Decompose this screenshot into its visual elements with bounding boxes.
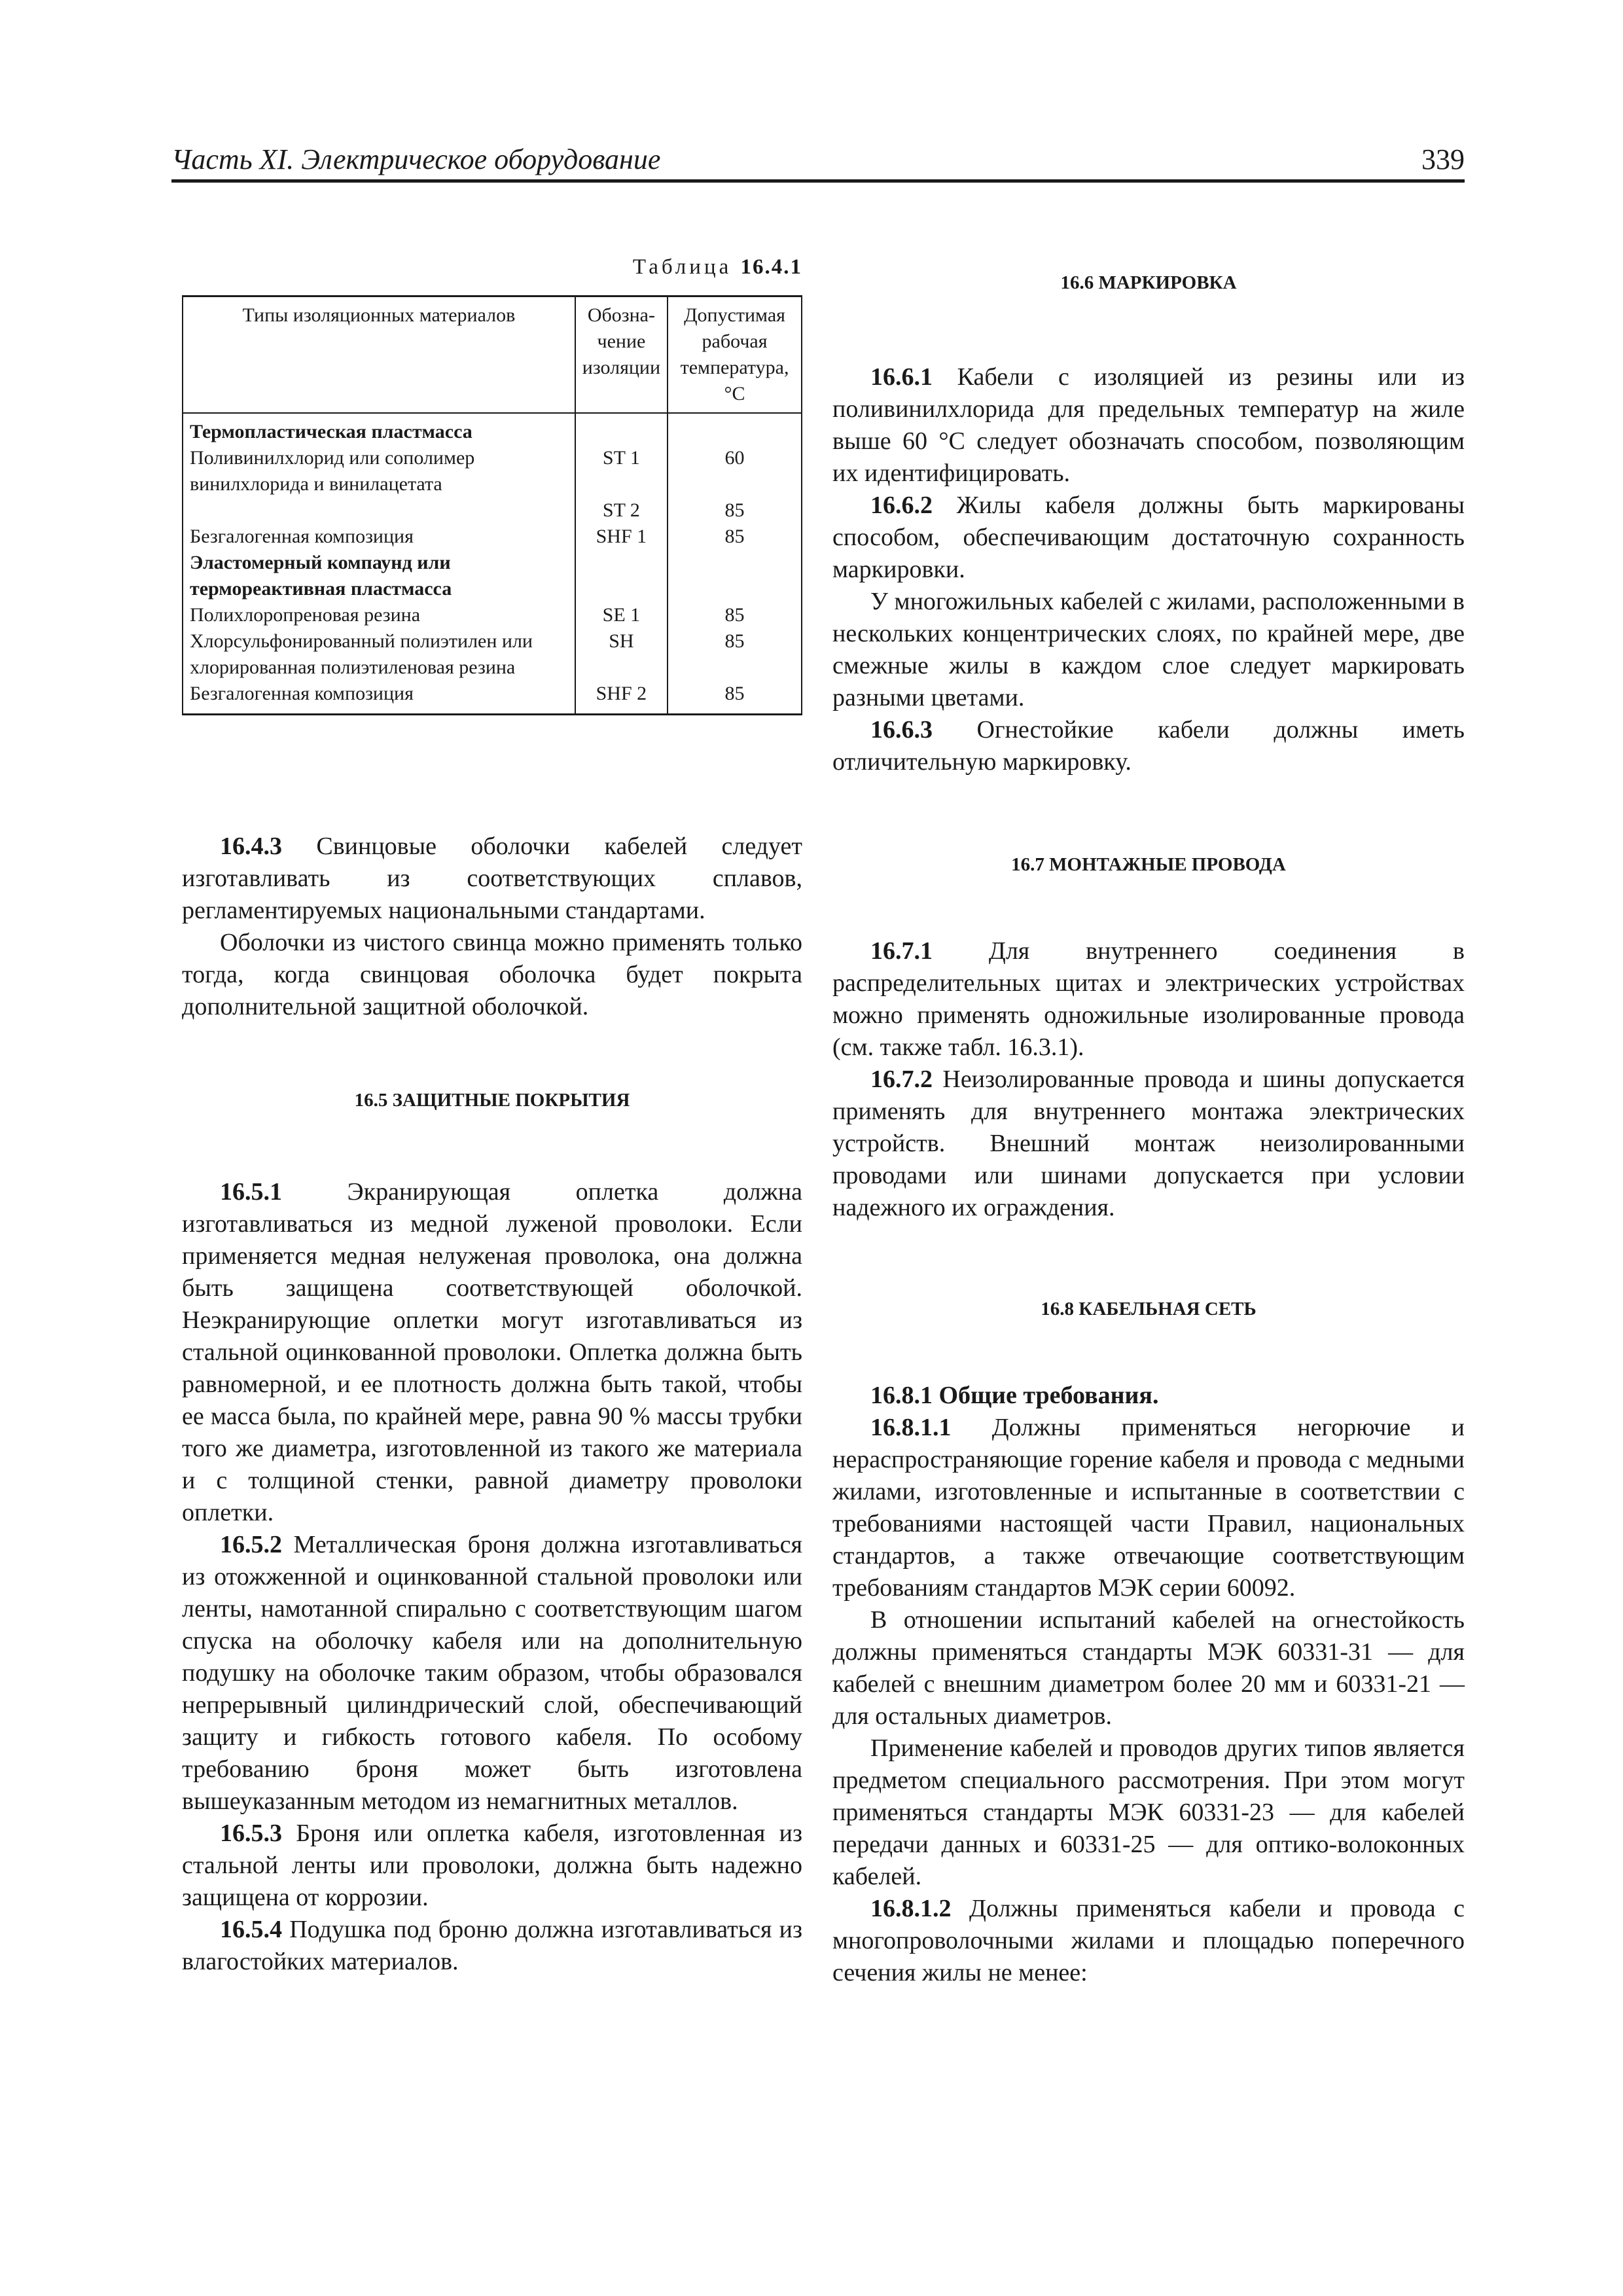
table-cell	[575, 550, 668, 602]
table-row	[183, 445, 802, 497]
table-caption-number: 16.4.1	[740, 255, 802, 279]
table-cell: Полихлоропреновая резина	[183, 602, 575, 628]
table-cell: 85	[668, 497, 802, 524]
table-group-heading: Термопластическая пластмасса	[183, 413, 575, 445]
clause-number: 16.6.3	[870, 716, 933, 744]
table-row	[183, 602, 802, 628]
clause-text: Должны применяться кабели и провода с многопроволочными жилами и площадью поперечного сечения жилы не менее:	[832, 1895, 1465, 1986]
table-cell: SH	[575, 628, 668, 681]
table-cell	[668, 550, 802, 602]
table-row	[183, 497, 802, 524]
page-header	[171, 143, 1465, 181]
paragraph-16-6-3	[832, 714, 1465, 778]
table-cell: 85	[668, 628, 802, 681]
table-cell: ST 1	[575, 445, 668, 497]
paragraph-16-6-1	[832, 361, 1465, 490]
table-cell: SHF 1	[575, 524, 668, 550]
table-cell: 60	[668, 445, 802, 497]
heading-16-7: 16.7 МОНТАЖНЫЕ ПРОВОДА	[1011, 854, 1286, 875]
clause-text: Неизолированные провода и шины допускается применять для внутреннего монтажа электрических устройств. Внешний монтаж неизолированными проводами или шинами допускается при условии надежного их ограждения.	[832, 1066, 1465, 1221]
paragraph-16-8-1-1	[832, 1412, 1465, 1604]
clause-number: 16.5.1	[220, 1178, 282, 1206]
right-column	[832, 255, 1465, 1989]
paragraph-other-cable-types: Применение кабелей и проводов других типов является предметом специального рассмотрения. При этом могут применяться стандарты МЭК 60331-23 — для кабелей передачи данных и 60331-25 — для оптико-волоконных кабелей.	[832, 1734, 1465, 1890]
clause-number: 16.7.1	[870, 937, 933, 965]
heading-16-6: 16.6 МАРКИРОВКА	[1060, 272, 1237, 293]
table-cell: 85	[668, 524, 802, 550]
clause-number: 16.5.4	[220, 1916, 282, 1943]
paragraph-16-6-2	[832, 490, 1465, 586]
clause-text: Металлическая броня должна изготавливаться из отожженной и оцинкованной стальной проволоки или ленты, намотанной спирально с соответствующим шагом спуска на оболочку кабеля или на дополнительную подушку на оболочке таким образом, чтобы образовался непрерывный цилиндрический слой, обеспечивающий защиту и гибкость готового кабеля. По особому требованию броня может быть изготовлена вышеуказанным методом из немагнитных металлов.	[182, 1531, 802, 1815]
table-cell: Поливинилхлорид или сополимер винилхлорида и винилацетата	[183, 445, 575, 497]
table-caption-prefix: Таблица	[632, 255, 741, 279]
table-group-heading: Эластомерный компаунд или термореактивная пластмасса	[183, 550, 575, 602]
heading-16-8: 16.8 КАБЕЛЬНАЯ СЕТЬ	[1041, 1299, 1257, 1319]
table-cell: Безгалогенная композиция	[183, 681, 575, 715]
paragraph-16-8-1-2	[832, 1893, 1465, 1989]
insulation-materials-table	[182, 295, 802, 715]
clause-number: 16.5.2	[220, 1531, 282, 1558]
clause-number: 16.8.1.1	[870, 1414, 952, 1441]
clause-number: 16.6.1	[870, 363, 933, 391]
table-cell: ST 2	[575, 497, 668, 524]
table-cell: SE 1	[575, 602, 668, 628]
paragraph-16-5-3	[182, 1818, 802, 1914]
table-cell	[575, 413, 668, 445]
clause-text: Экранирующая оплетка должна изготавливаться из медной луженой проволоки. Если применяется медная нелуженая проволока, она должна быть защищена соответствующей оболочкой. Неэкранирующие оплетки могут изготавливаться из стальной оцинкованной проволоки. Оплетка должна быть равномерной, и ее плотность должна быть такой, чтобы ее масса была, по крайней мере, равна 90 % массы трубки того же диаметра, изготовленной из такого же материала и с толщиной стенки, равной диаметру проволоки оплетки.	[182, 1178, 802, 1526]
clause-text: Огнестойкие кабели должны иметь отличительную маркировку.	[832, 716, 1465, 776]
table-row	[183, 628, 802, 681]
left-column	[182, 255, 802, 1978]
paragraph-16-8-1: 16.8.1 Общие требования.	[870, 1382, 1159, 1409]
table-header-row	[183, 296, 802, 414]
paragraph-16-5-2	[182, 1529, 802, 1818]
paragraph-fire-test-standards: В отношении испытаний кабелей на огнестойкость должны применяться стандарты МЭК 60331-31 — для кабелей с внешним диаметром более 20 мм и 60331-21 — для остальных диаметров.	[832, 1606, 1465, 1730]
clause-number: 16.5.3	[220, 1820, 282, 1847]
table-row	[183, 681, 802, 715]
clause-text: Должны применяться негорючие и нераспространяющие горение кабеля и провода с медными жилами, изготовленные и испытанные в соответствии с требованиями настоящей части Правил, национальных стандартов, а также отвечающие соответствующим требованиям стандартов МЭК серии 60092.	[832, 1414, 1465, 1602]
paragraph-16-4-3	[182, 831, 802, 927]
clause-text: Кабели с изоляцией из резины или из поливинилхлорида для предельных температур на жиле выше 60 °C следует обозначать способом, позволяющим их идентифицировать.	[832, 363, 1465, 487]
column-header-designation: Обозна-чение изоляции	[575, 296, 668, 414]
clause-number: 16.7.2	[870, 1066, 933, 1093]
table-cell: Безгалогенная композиция	[183, 524, 575, 550]
table-cell: 85	[668, 681, 802, 715]
clause-number: 16.8.1.2	[870, 1895, 952, 1922]
paragraph-multicore-marking: У многожильных кабелей с жилами, расположенными в нескольких концентрических слоях, по крайней мере, две смежные жилы в каждом слое следует маркировать разными цветами.	[832, 588, 1465, 711]
clause-text: Броня или оплетка кабеля, изготовленная из стальной ленты или проволоки, должна быть надежно защищена от коррозии.	[182, 1820, 802, 1911]
table-cell: SHF 2	[575, 681, 668, 715]
clause-text: Подушка под броню должна изготавливаться из влагостойких материалов.	[182, 1916, 802, 1975]
table-row	[183, 550, 802, 602]
column-header-material: Типы изоляционных материалов	[183, 296, 575, 414]
paragraph-16-7-2	[832, 1064, 1465, 1224]
paragraph-16-7-1	[832, 935, 1465, 1064]
clause-text: Для внутреннего соединения в распределительных щитах и электрических устройствах можно применять одножильные изолированные провода (см. также табл. 16.3.1).	[832, 937, 1465, 1061]
clause-text: Свинцовые оболочки кабелей следует изготавливать из соответствующих сплавов, регламентируемых национальными стандартами.	[182, 833, 802, 924]
table-cell: 85	[668, 602, 802, 628]
table-row	[183, 524, 802, 550]
running-title: Часть XI. Электрическое оборудование	[171, 143, 661, 175]
paragraph-16-5-4	[182, 1914, 802, 1978]
paragraph-16-5-1	[182, 1176, 802, 1529]
clause-number: 16.4.3	[220, 833, 282, 860]
clause-number: 16.6.2	[870, 492, 933, 519]
header-rule	[171, 179, 1465, 183]
clause-text: Жилы кабеля должны быть маркированы способом, обеспечивающим достаточную сохранность маркировки.	[832, 492, 1465, 583]
page-number: 339	[1421, 143, 1465, 175]
table-row	[183, 413, 802, 445]
table-cell	[183, 497, 575, 524]
paragraph-lead-sheath: Оболочки из чистого свинца можно применять только тогда, когда свинцовая оболочка будет покрыта дополнительной защитной оболочкой.	[182, 929, 802, 1020]
heading-16-5: 16.5 ЗАЩИТНЫЕ ПОКРЫТИЯ	[354, 1090, 630, 1111]
column-header-temperature: Допустимая рабочая температура, °C	[668, 296, 802, 414]
table-cell: Хлорсульфонированный полиэтилен или хлорированная полиэтиленовая резина	[183, 628, 575, 681]
table-cell	[668, 413, 802, 445]
table-caption	[182, 255, 802, 279]
